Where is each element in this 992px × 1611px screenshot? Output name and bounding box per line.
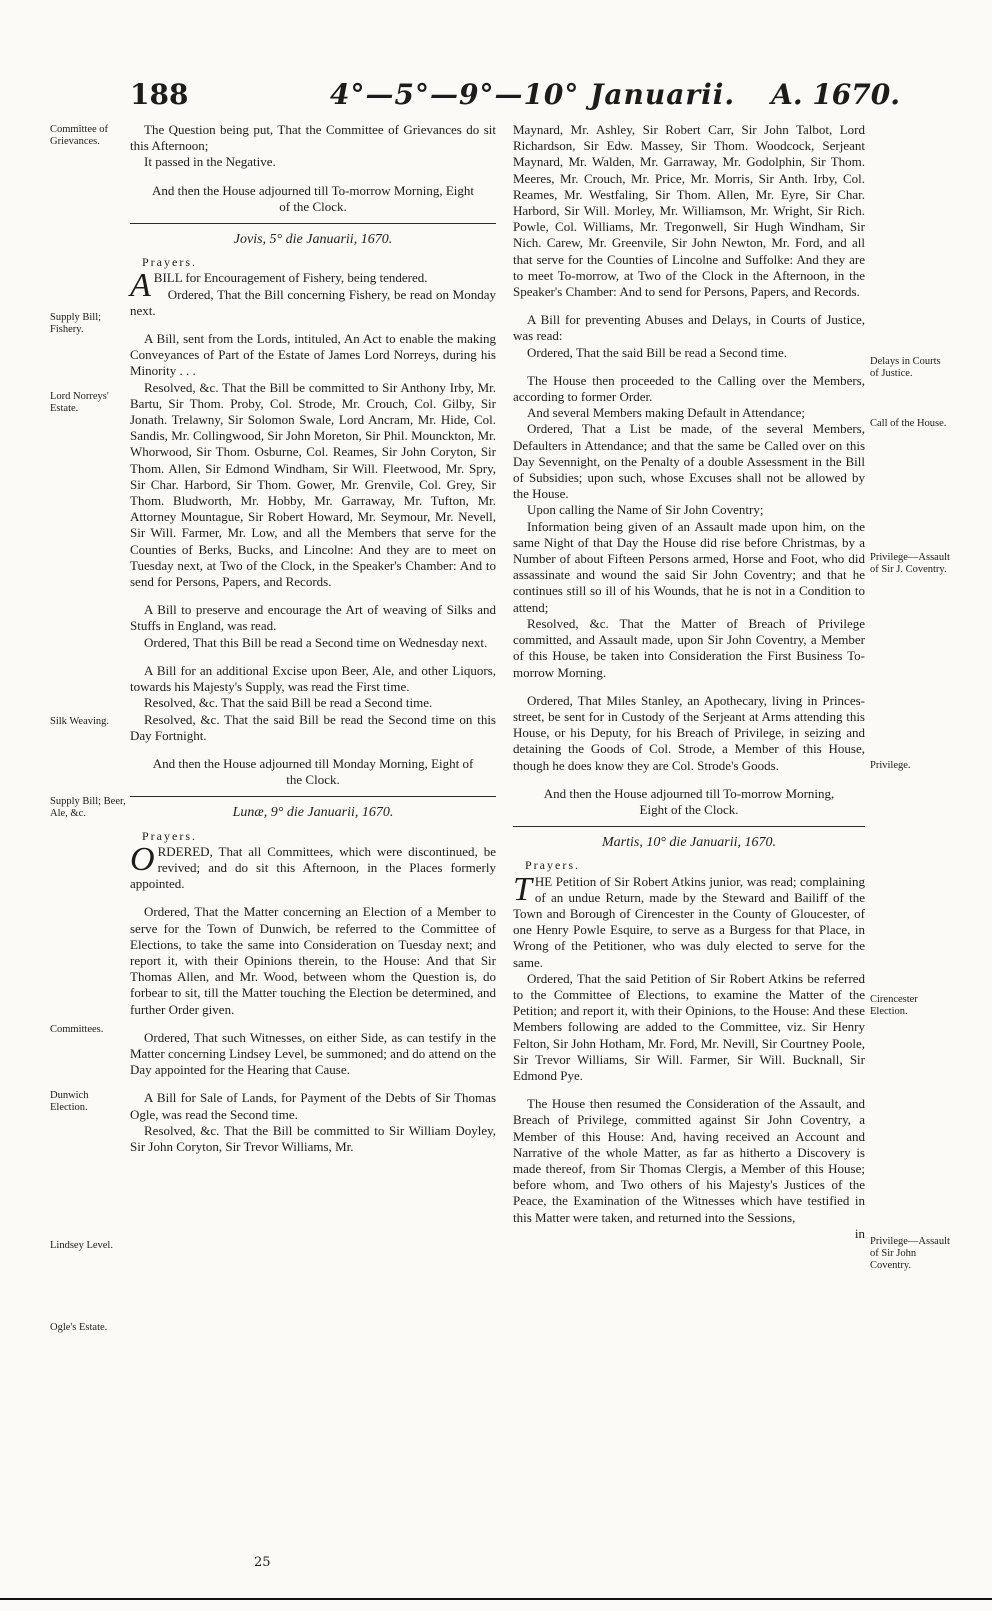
signature-mark: 25	[254, 1555, 271, 1570]
divider	[130, 796, 496, 797]
margin-note: Privilege—Assault of Sir J. Coventry.	[870, 552, 950, 575]
paragraph: It passed in the Negative.	[144, 154, 276, 170]
prayers-label: Prayers.	[142, 255, 197, 270]
prayers-label: Prayers.	[142, 828, 197, 843]
adjournment: And then the House adjourned till Monday Morning, Eight of the Clock.	[152, 755, 474, 788]
margin-note: Silk Weaving.	[50, 716, 110, 727]
adjournment: And then the House adjourned till To-morrow Morning, Eight of the Clock.	[543, 785, 835, 817]
paragraph: The House then resumed the Consideration of the Assault, and Breach of Privilege, committed against Sir John Coventry, a Member of this House: And, having received an Account and Narrative of the whole Matter, as far as hitherto a Discovery is made thereof, from Sir Thomas Clergis, a Member of this House; before whom, and Two others of his Majesty's Justices of the Peace, the Examination of the Witnesses which have testified in this Matter were taken, and returned into the Sessions,	[513, 1096, 865, 1225]
paragraph: The House then proceeded to the Calling over the Members, according to former Order.	[513, 372, 865, 405]
day-heading: Martis, 10° die Januarii, 1670.	[602, 835, 776, 851]
margin-note: Lindsey Level.	[50, 1240, 113, 1251]
paragraph: Ordered, That Miles Stanley, an Apothecary, living in Princes-street, be sent for in Custody of the Serjeant at Arms attending this House, or his Deputy, for his Breach of Privilege, in seizing and detaining the Goods of Col. Strode, a Member of this House, though he does know they are Col. Strode's Goods.	[513, 692, 865, 773]
paragraph: Ordered, That the said Petition of Sir Robert Atkins be referred to the Committee of Elections, to examine the Matter of the Petition; and report it, with their Opinions, to the House: And these Members following are added to the Committee, viz. Sir Henry Felton, Sir John Hotham, Mr. Ford, Mr. Nevill, Sir Courtney Poole, Sir Trevor Williams, Sir Will. Farmer, Sir Will. Bucknall, Sir Edmond Pye.	[513, 970, 865, 1083]
header-year: A. 1670.	[771, 78, 900, 111]
paragraph: The Question being put, That the Committee of Grievances do sit this Afternoon;	[130, 122, 496, 154]
drop-cap: O	[130, 840, 155, 878]
day-heading: Jovis, 5° die Januarii, 1670.	[233, 232, 393, 248]
margin-note: Delays in Courts of Justice.	[870, 356, 941, 379]
left-column	[130, 122, 496, 1155]
paragraph: Resolved, &c. That the said Bill be read the Second time on this Day Fortnight.	[130, 711, 496, 743]
page-header	[130, 78, 900, 118]
paragraph: Ordered, That the Matter concerning an Election of a Member to serve for the Town of Dunwich, be referred to the Committee of Elections, to take the same into Consideration on Tuesday next; and report it, with their Opinions therein, to the House: And that Sir Thomas Allen, and Mr. Wood, between whom the Question is, do forbear to sit, till the Matter touching the Election be determined, and further Order given.	[130, 904, 496, 1017]
paragraph: Ordered, That a List be made, of the several Members, Defaulters in Attendance; and that the same be Called over on this Day Sevennight, on the Penalty of a double Assessment in the Bill of Subsidies; upon such, whose Excuses shall not be allowed by the House.	[513, 421, 865, 502]
drop-cap: T	[513, 870, 532, 908]
paragraph: A Bill to preserve and encourage the Art of weaving of Silks and Stuffs in England, was read.	[130, 602, 496, 634]
day-heading: Lunæ, 9° die Januarii, 1670.	[232, 805, 394, 821]
divider	[130, 223, 496, 224]
paragraph: Resolved, &c. That the Bill be committed to Sir William Doyley, Sir John Coryton, Sir Trevor Williams, Mr.	[130, 1122, 496, 1154]
header-date: 4°—5°—9°—10° Januarii.	[330, 78, 736, 111]
margin-note: Committee of Grievances.	[50, 124, 109, 147]
paragraph: A Bill for Sale of Lands, for Payment of the Debts of Sir Thomas Ogle, was read the Second time.	[130, 1090, 496, 1122]
paragraph: Ordered, That the Bill concerning Fishery, be read on Monday next.	[130, 286, 496, 318]
paragraph: ORDERED, That all Committees, which were discontinued, be revived; and do sit this Afternoon, in the Places formerly appointed.	[130, 840, 496, 892]
margin-note: Supply Bill; Fishery.	[50, 312, 102, 335]
paragraph: A Bill for an additional Excise upon Beer, Ale, and other Liquors, towards his Majesty's Supply, was read the First time.	[130, 662, 496, 695]
paragraph: ABILL for Encouragement of Fishery, being tendered.	[130, 267, 428, 305]
paragraph: Ordered, That the said Bill be read a Second time.	[527, 344, 788, 360]
prayers-label: Prayers.	[525, 858, 580, 873]
paragraph: And several Members making Default in Attendance;	[527, 405, 805, 421]
margin-note: Cirencester Election.	[870, 994, 918, 1017]
drop-cap: A	[130, 267, 151, 305]
margin-note: Ogle's Estate.	[50, 1322, 108, 1333]
divider	[513, 826, 865, 827]
paragraph: Information being given of an Assault made upon him, on the same Night of that Day the House did rise before Christmas, by a Number of about Fifteen Persons armed, Horse and Foot, who did assassinate and wound the said Sir John Coventry; and that he continues still so ill of his Wounds, that he is not in a Condition to attend;	[513, 518, 865, 615]
page-number: 188	[130, 78, 189, 111]
paragraph: Resolved, &c. That the Bill be committed to Sir Anthony Irby, Mr. Bartu, Sir Thom. Proby, Col. Strode, Mr. Crouch, Col. Gilby, Sir Jonath. Trelawny, Sir Solomon Swale, Lord Ancram, Mr. Hide, Col. Sandis, Mr. Collingwood, Sir John Moreton, Sir Phil. Mounckton, Mr. Whorwood, Sir Thom. Osburne, Col. Reames, Sir John Coryton, Sir Thom. Allen, Sir Edmond Windham, Sir Will. Fleetwood, Mr. Spry, Sir Char. Harbord, Sir Thom. Gower, Mr. Grenvile, Col. Grey, Sir Thom. Bludworth, Mr. Hobby, Mr. Garraway, Mr. Tufton, Mr. Attorney Mountague, Sir Robert Howard, Mr. Seymour, Mr. Nevell, Sir Will. Farmer, Mr. Low, and all the Members that serve for the Counties of Berks, Bucks, and Lincolne: And they are to meet on Tuesday next, at Two of the Clock, in the Speaker's Chamber: And to send for Persons, Papers, and Records.	[130, 379, 496, 590]
margin-note: Committees.	[50, 1024, 104, 1035]
bottom-rule	[0, 1598, 992, 1600]
margin-note: Call of the House.	[870, 418, 947, 429]
paragraph: A Bill for preventing Abuses and Delays, in Courts of Justice, was read:	[513, 312, 865, 344]
paragraph: Resolved, &c. That the Matter of Breach of Privilege committed, and Assault made, upon Sir John Coventry, a Member of this House, be taken into Consideration the First Business To-morrow Morning.	[513, 615, 865, 680]
margin-note: Privilege.	[870, 760, 911, 771]
paragraph: Upon calling the Name of Sir John Coventry;	[527, 502, 764, 518]
paragraph: Resolved, &c. That the said Bill be read a Second time.	[144, 695, 433, 711]
right-column	[513, 122, 865, 1242]
paragraph: A Bill, sent from the Lords, intituled, An Act to enable the making Conveyances of Part of the Estate of James Lord Norreys, during his Minority . . .	[130, 331, 496, 379]
catchword: in	[854, 1225, 865, 1241]
paragraph: Ordered, That such Witnesses, on either Side, as can testify in the Matter concerning Lindsey Level, be summoned; and do attend on the Day appointed for the Hearing that Cause.	[130, 1029, 496, 1078]
margin-note: Privilege—Assault of Sir John Coventry.	[870, 1236, 950, 1271]
paragraph: Ordered, That this Bill be read a Second time on Wednesday next.	[144, 634, 488, 650]
margin-note: Dunwich Election.	[50, 1090, 89, 1113]
margin-note: Supply Bill; Beer, Ale, &c.	[50, 796, 126, 819]
paragraph: THE Petition of Sir Robert Atkins junior, was read; complaining of an undue Return, made by the Steward and Bailiff of the Town and Borough of Cirencester in the County of Gloucester, of one Henry Powle Esquire, to serve as a Burgess for that Place, in Wrong of the Petitioner, who was duly elected to serve for the same.	[513, 870, 865, 970]
adjournment: And then the House adjourned till To-morrow Morning, Eight of the Clock.	[152, 182, 474, 214]
paragraph: Maynard, Mr. Ashley, Sir Robert Carr, Sir John Talbot, Lord Richardson, Sir Edw. Massey, Sir Thom. Woodcock, Serjeant Maynard, Mr. Walden, Mr. Garraway, Mr. Godolphin, Sir Thom. Meeres, Mr. Crouch, Mr. Price, Mr. Morris, Sir Anth. Irby, Col. Reames, Mr. Westfaling, Sir Thom. Allen, Mr. Eyre, Sir Char. Harbord, Sir Will. Morley, Mr. Williamson, Mr. Wright, Sir Rich. Powle, Col. Williams, Mr. Tregonwell, Sir Hugh Windham, Sir Nich. Carew, Mr. Greenvile, Sir John Newton, Mr. Ford, and all that serve for the Counties of Lincolne and Suffolke: And they are to meet To-morrow, at Two of the Clock in the Afternoon, in the Speaker's Chamber: And to send for Persons, Papers, and Records.	[513, 122, 865, 300]
margin-note: Lord Norreys' Estate.	[50, 391, 109, 414]
